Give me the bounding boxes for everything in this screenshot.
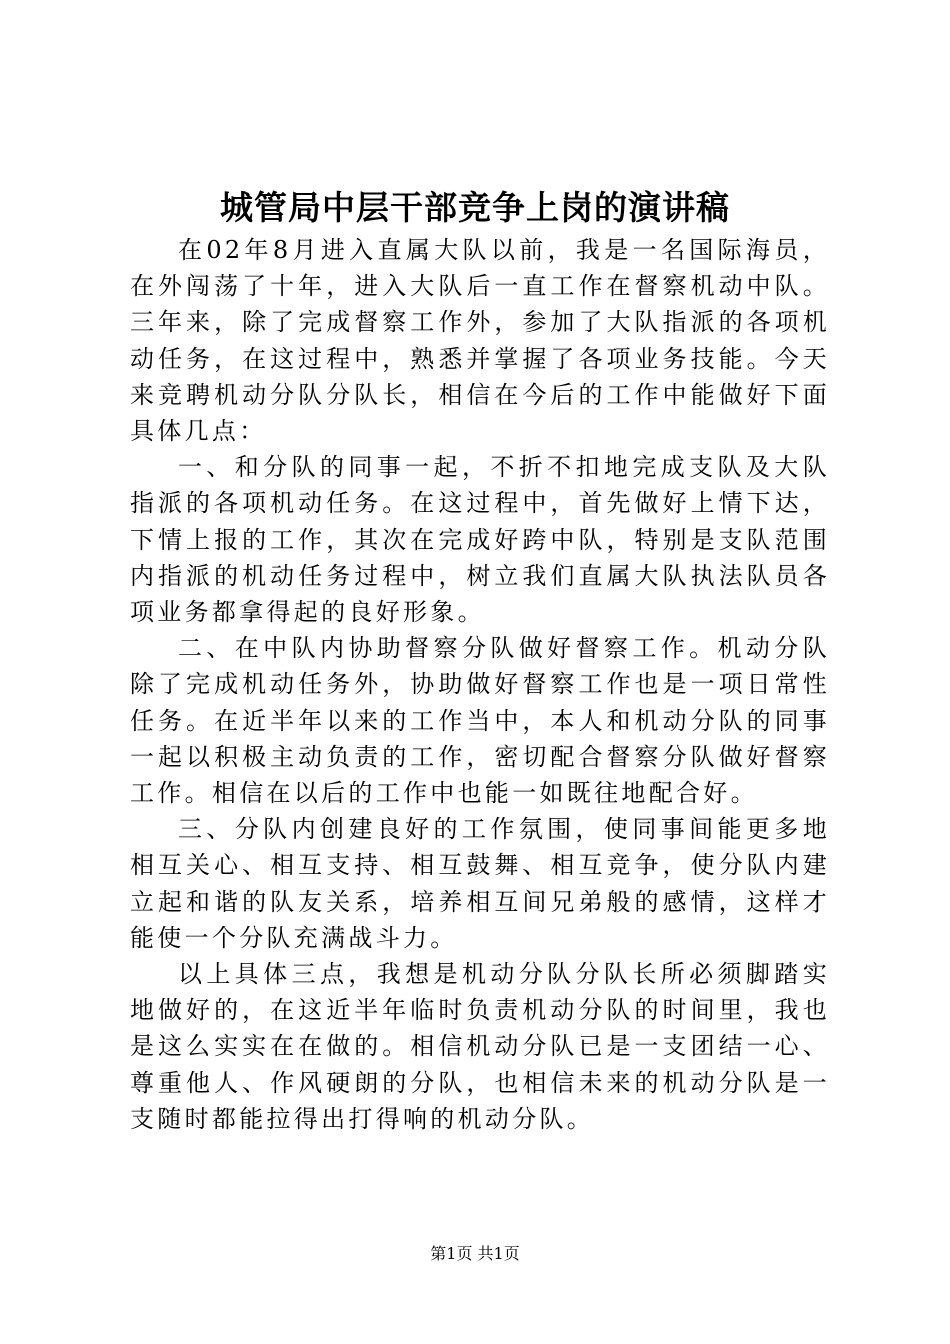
paragraph-point-three: 三、分队内创建良好的工作氛围，使同事间能更多地相互关心、相互支持、相互鼓舞、相互竞争，使分队内建立起和谐的队友关系，培养相互间兄弟般的感情，这样才能使一个分队充满战斗力。 [130,815,830,952]
paragraph-conclusion: 以上具体三点，我想是机动分队分队长所必须脚踏实地做好的，在这近半年临时负责机动分队的时间里，我也是这么实实在在做的。相信机动分队已是一支团结一心、尊重他人、作风硬朗的分队，也相信未来的机动分队是一支随时都能拉得出打得响的机动分队。 [130,960,830,1133]
paragraph-point-two: 二、在中队内协助督察分队做好督察工作。机动分队除了完成机动任务外，协助做好督察工作也是一项日常性任务。在近半年以来的工作当中，本人和机动分队的同事一起以积极主动负责的工作，密切配合督察分队做好督察工作。相信在以后的工作中也能一如既往地配合好。 [130,634,830,808]
document-title: 城管局中层干部竞争上岗的演讲稿 [220,188,730,227]
paragraph-intro: 在02年8月进入直属大队以前，我是一名国际海员，在外闯荡了十年，进入大队后一直工作在督察机动中队。三年来，除了完成督察工作外，参加了大队指派的各项机动任务，在这过程中，熟悉并掌握了各项业务技能。今天来竞聘机动分队分队长，相信在今后的工作中能做好下面具体几点： [130,236,830,446]
paragraph-point-one: 一、和分队的同事一起，不折不扣地完成支队及大队指派的各项机动任务。在这过程中，首先做好上情下达，下情上报的工作，其次在完成好跨中队，特别是支队范围内指派的机动任务过程中，树立我们直属大队执法队员各项业务都拿得起的良好形象。 [130,453,830,627]
page-number-footer: 第1页 共1页 [430,1244,520,1263]
document-body [130,232,830,1137]
